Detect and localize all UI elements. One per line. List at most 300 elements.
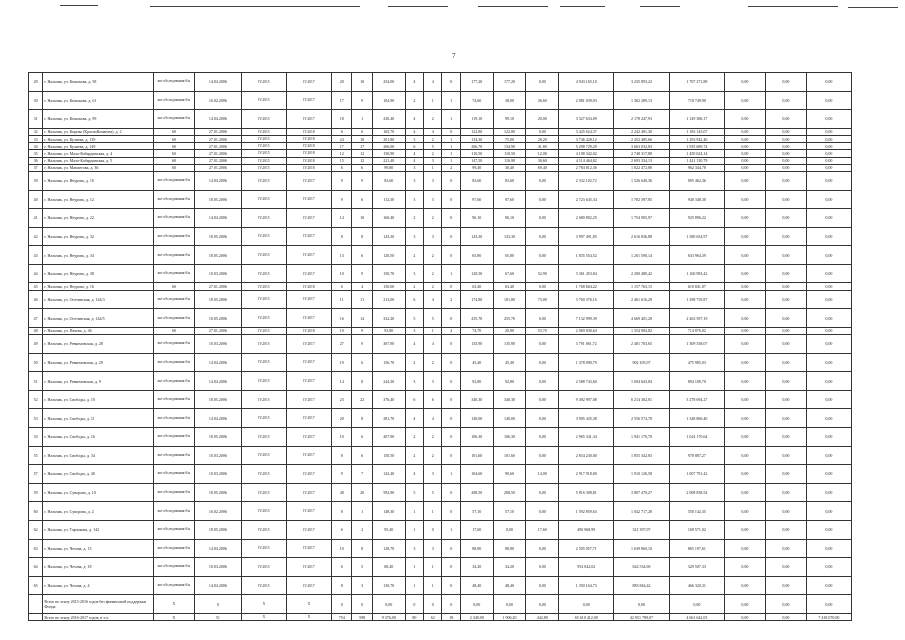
cell-type: 60 xyxy=(153,150,194,157)
cell-p1: 62 xyxy=(424,613,442,620)
cell-addr: г. Нальчик, ул. Мамхегова, д. 36 xyxy=(43,164,154,171)
cell-m1: 2 332 102,72 xyxy=(559,171,614,190)
cell-m2: 2 178 247,93 xyxy=(614,110,669,129)
cell-z2: 0,00 xyxy=(765,483,806,502)
cell-m1: 2 081 039,03 xyxy=(559,91,614,110)
cell-fam: 4 xyxy=(405,128,423,135)
cell-m2: 1 941 170,70 xyxy=(614,428,669,447)
table-row xyxy=(29,209,852,228)
cell-p2: 1 xyxy=(442,110,460,129)
cell-ent: 8 xyxy=(352,539,372,558)
cell-fam: 5 xyxy=(405,483,423,502)
cell-s1: 34,20 xyxy=(460,558,493,577)
cell-s2: 106,30 xyxy=(493,428,526,447)
table-row xyxy=(29,143,852,150)
table-row xyxy=(29,150,852,157)
cell-p1: 2 xyxy=(424,209,442,228)
cell-area: 150,00 xyxy=(372,283,405,290)
cell-q1: IV.2015 xyxy=(241,520,286,539)
cell-m3: 4 661 642,03 xyxy=(669,613,724,620)
cell-z2: 0,00 xyxy=(765,150,806,157)
cell-fl: 13 xyxy=(331,246,351,265)
cell-area: 120,50 xyxy=(372,246,405,265)
cell-date: 18.05.2006 xyxy=(194,428,241,447)
cell-s1: 119,10 xyxy=(460,110,493,129)
cell-area: 207,90 xyxy=(372,428,405,447)
cell-z3: 0,00 xyxy=(806,502,851,521)
cell-m1: 5 298 729,29 xyxy=(559,143,614,150)
cell-z1: 0,00 xyxy=(724,428,765,447)
cell-s2: 67,60 xyxy=(493,264,526,283)
cell-type: акт обследования б/н xyxy=(153,465,194,484)
cell-fl: 8 xyxy=(331,227,351,246)
cell-m3: 1 380 654,97 xyxy=(669,227,724,246)
cell-z3: 0,00 xyxy=(806,428,851,447)
cell-q2: IV.2018 xyxy=(286,135,331,142)
cell-q1: IV.2015 xyxy=(241,110,286,129)
cell-q2: IV.2017 xyxy=(286,409,331,428)
cell-q2: X xyxy=(286,595,331,614)
cell-addr: г. Нальчик, ул. Чехова, д. 13 xyxy=(43,539,154,558)
cell-addr: г. Нальчик, ул. Чехова, д. 18 xyxy=(43,558,154,577)
cell-p1: 3 xyxy=(424,190,442,209)
cell-p2: 0 xyxy=(442,446,460,465)
cell-ent: 8 xyxy=(352,227,372,246)
cell-ent: 1 xyxy=(352,110,372,129)
cell-fl: 14 xyxy=(331,372,351,391)
cell-p2: 0 xyxy=(442,428,460,447)
cell-fl: 0 xyxy=(331,595,351,614)
cell-addr: г. Нальчик, ул. Кирова (КрасноКоммуна), д. 2 xyxy=(43,128,154,135)
cell-s1: 65,80 xyxy=(460,246,493,265)
cell-type: 60 xyxy=(153,143,194,150)
header-rule-1 xyxy=(60,5,98,6)
header-rule-5 xyxy=(560,6,605,7)
cell-p2: 0 xyxy=(442,335,460,354)
cell-date: 16.02.2006 xyxy=(194,91,241,110)
cell-date: 27.01.2006 xyxy=(194,164,241,171)
cell-fam: 3 xyxy=(405,227,423,246)
cell-type: акт обследования б/н xyxy=(153,335,194,354)
cell-ent: 14 xyxy=(352,309,372,328)
cell-q1: IV.2015 xyxy=(241,558,286,577)
cell-s2: 48,40 xyxy=(493,576,526,595)
cell-p2: 0 xyxy=(442,576,460,595)
table-row xyxy=(29,353,852,372)
cell-q1: IV.2015 xyxy=(241,283,286,290)
cell-p2: 0 xyxy=(442,283,460,290)
cell-p1: 6 xyxy=(424,390,442,409)
cell-n: 60 xyxy=(29,502,43,521)
cell-date: 18.05.2006 xyxy=(194,390,241,409)
cell-z3: 0,00 xyxy=(806,327,851,334)
cell-m2: 1 782 397,85 xyxy=(614,190,669,209)
table-row xyxy=(29,576,852,595)
cell-q2: IV.2018 xyxy=(286,327,331,334)
cell-s2: 20,90 xyxy=(493,327,526,334)
cell-q1: IV.2015 xyxy=(241,327,286,334)
cell-z3: 0,00 xyxy=(806,372,851,391)
cell-q1: IV.2015 xyxy=(241,290,286,309)
cell-s3: 14,00 xyxy=(526,465,559,484)
cell-z3: 0,00 xyxy=(806,390,851,409)
cell-fl: 14 xyxy=(331,209,351,228)
cell-z1: 0,00 xyxy=(724,264,765,283)
cell-s2: 116,90 xyxy=(493,157,526,164)
header-rule-3 xyxy=(388,6,448,7)
cell-z2: 0,00 xyxy=(765,290,806,309)
cell-q1: IV.2015 xyxy=(241,465,286,484)
cell-s2: 96,10 xyxy=(493,209,526,228)
cell-s3: 0,00 xyxy=(526,483,559,502)
cell-s2: 57,10 xyxy=(493,502,526,521)
cell-ent: 9 xyxy=(352,264,372,283)
cell-z2: 0,00 xyxy=(765,171,806,190)
cell-m1: 2 680 802,25 xyxy=(559,209,614,228)
cell-date: 10.05.2006 xyxy=(194,309,241,328)
cell-s3: 0,00 xyxy=(526,246,559,265)
cell-s2: 75,00 xyxy=(493,135,526,142)
cell-s1: 57,10 xyxy=(460,502,493,521)
table-row xyxy=(29,290,852,309)
cell-z2: 0,00 xyxy=(765,128,806,135)
cell-date: 14.04.2006 xyxy=(194,409,241,428)
cell-s2: 88,80 xyxy=(493,539,526,558)
table-body xyxy=(29,73,852,621)
cell-fam: 3 xyxy=(405,135,423,142)
cell-n: 46 xyxy=(29,290,43,309)
cell-s3: 0,00 xyxy=(526,409,559,428)
cell-s3: 0,00 xyxy=(526,353,559,372)
cell-addr: г. Нальчик, ул. Свободы, д. 40 xyxy=(43,465,154,484)
table-row xyxy=(29,135,852,142)
cell-fam: 6 xyxy=(405,390,423,409)
cell-z3: 7 418 070,00 xyxy=(806,613,851,620)
cell-m2: 2 461 616,29 xyxy=(614,290,669,309)
cell-z2: 0,00 xyxy=(765,595,806,614)
cell-m2: 1 639 860,10 xyxy=(614,539,669,558)
table-row xyxy=(29,190,852,209)
cell-s1: 174,80 xyxy=(460,290,493,309)
cell-ent: 20 xyxy=(352,483,372,502)
cell-p2: 0 xyxy=(442,73,460,92)
cell-z3: 0,00 xyxy=(806,483,851,502)
cell-n: 37 xyxy=(29,164,43,171)
cell-m2: 3 663 032,83 xyxy=(614,143,669,150)
cell-fl: 11 xyxy=(331,290,351,309)
cell-s1: 134,30 xyxy=(460,135,493,142)
cell-m1: 5 816 308,81 xyxy=(559,483,614,502)
cell-type: акт обследования б/н xyxy=(153,110,194,129)
cell-s3: 0,00 xyxy=(526,190,559,209)
cell-z2: 0,00 xyxy=(765,335,806,354)
table-row xyxy=(29,91,852,110)
cell-z2: 0,00 xyxy=(765,409,806,428)
cell-p1: 1 xyxy=(424,576,442,595)
cell-s3: 30,60 xyxy=(526,157,559,164)
cell-fl: 9 xyxy=(331,171,351,190)
cell-ent: 12 xyxy=(352,150,372,157)
cell-type: акт обследования б/н xyxy=(153,264,194,283)
cell-q2: IV.2017 xyxy=(286,246,331,265)
cell-area: 213,00 xyxy=(372,290,405,309)
cell-z3: 0,00 xyxy=(806,595,851,614)
cell-m3: 1 160 983,42 xyxy=(669,264,724,283)
cell-s1: 45,40 xyxy=(460,353,493,372)
cell-p2: 1 xyxy=(442,135,460,142)
cell-s3: 17,60 xyxy=(526,520,559,539)
cell-q1: IV.2015 xyxy=(241,353,286,372)
cell-fam: 5 xyxy=(405,309,423,328)
cell-z1: 0,00 xyxy=(724,164,765,171)
cell-addr: г. Нальчик, ул. Пачева, д. 46 xyxy=(43,327,154,334)
cell-ent: 2 xyxy=(352,520,372,539)
cell-addr: г. Нальчик, ул. Суворова, д. 10 xyxy=(43,483,154,502)
cell-m2: 0,00 xyxy=(614,595,669,614)
cell-p1: 2 xyxy=(424,150,442,157)
cell-addr: г. Нальчик, ул. Мало-Кабардинская, д. 5 xyxy=(43,157,154,164)
cell-s2: 90,60 xyxy=(493,465,526,484)
cell-m2: 3 235 893,22 xyxy=(614,73,669,92)
cell-n xyxy=(29,613,43,620)
cell-q2: IV.2017 xyxy=(286,465,331,484)
table-row xyxy=(29,465,852,484)
cell-area: 266,00 xyxy=(372,143,405,150)
cell-m2: 3 807 470,27 xyxy=(614,483,669,502)
cell-p2: 0 xyxy=(442,483,460,502)
cell-type: акт обследования б/н xyxy=(153,539,194,558)
cell-area: 112,30 xyxy=(372,190,405,209)
table-row xyxy=(29,164,852,171)
cell-z1: 0,00 xyxy=(724,283,765,290)
cell-fl: 18 xyxy=(331,110,351,129)
cell-p2: 0 xyxy=(442,595,460,614)
cell-ent: 6 xyxy=(352,353,372,372)
cell-z1: 0,00 xyxy=(724,110,765,129)
cell-z3: 0,00 xyxy=(806,409,851,428)
cell-addr: г. Нальчик, ул. Кешокова, д. 58 xyxy=(43,73,154,92)
table-row xyxy=(29,446,852,465)
cell-p2: 0 xyxy=(442,409,460,428)
cell-m3: 714 876,02 xyxy=(669,327,724,334)
resettlement-table xyxy=(28,72,852,621)
cell-m2: 42 951 789,07 xyxy=(614,613,669,620)
cell-fam: 3 xyxy=(405,372,423,391)
cell-z2: 0,00 xyxy=(765,190,806,209)
cell-m2: 1 526 640,36 xyxy=(614,171,669,190)
cell-p2: 2 xyxy=(442,327,460,334)
cell-q1: IV.2015 xyxy=(241,483,286,502)
cell-s3: 28,20 xyxy=(526,135,559,142)
cell-m3: 1 293 942,46 xyxy=(669,135,724,142)
cell-addr: г. Нальчик, ул. Неурова, д. 10 xyxy=(43,171,154,190)
cell-z3: 0,00 xyxy=(806,227,851,246)
cell-s2: 97,60 xyxy=(493,190,526,209)
cell-z2: 0,00 xyxy=(765,520,806,539)
cell-ent: 6 xyxy=(352,190,372,209)
cell-m3: 2 463 597,19 xyxy=(669,309,724,328)
cell-fam: 4 xyxy=(405,73,423,92)
cell-m3: 962 344,78 xyxy=(669,164,724,171)
cell-z3: 0,00 xyxy=(806,520,851,539)
cell-p1: 5 xyxy=(424,143,442,150)
cell-z3: 0,00 xyxy=(806,135,851,142)
cell-fam: 1 xyxy=(405,576,423,595)
cell-date: 14.04.2006 xyxy=(194,73,241,92)
cell-s1: 340,30 xyxy=(460,390,493,409)
cell-n: 57 xyxy=(29,465,43,484)
cell-m3: 2 008 838,54 xyxy=(669,483,724,502)
cell-s3: 0,00 xyxy=(526,595,559,614)
cell-q2: IV.2017 xyxy=(286,190,331,209)
cell-n: 63 xyxy=(29,539,43,558)
table-row xyxy=(29,409,852,428)
cell-area: 244,30 xyxy=(372,372,405,391)
cell-p1: 1 xyxy=(424,327,442,334)
cell-s3: 73,00 xyxy=(526,290,559,309)
cell-p1: 4 xyxy=(424,73,442,92)
cell-z3: 0,00 xyxy=(806,190,851,209)
cell-q1: IV.2015 xyxy=(241,171,286,190)
cell-s2: 208,50 xyxy=(493,483,526,502)
cell-fam: 6 xyxy=(405,290,423,309)
cell-p2: 0 xyxy=(442,171,460,190)
cell-q1: IV.2015 xyxy=(241,227,286,246)
cell-s2: 101,60 xyxy=(493,446,526,465)
cell-p2: 0 xyxy=(442,353,460,372)
cell-z1: 0,00 xyxy=(724,171,765,190)
cell-z3: 0,00 xyxy=(806,110,851,129)
cell-z1: 0,00 xyxy=(724,290,765,309)
header-rule-8 xyxy=(848,7,898,8)
cell-area: 150,50 xyxy=(372,446,405,465)
cell-s3: 0,00 xyxy=(526,390,559,409)
cell-s1: 96,10 xyxy=(460,209,493,228)
cell-m3: 1 421 130,79 xyxy=(669,157,724,164)
header-rule-6 xyxy=(640,6,680,7)
cell-area: 68,40 xyxy=(372,558,405,577)
cell-ent: 598 xyxy=(352,613,372,620)
cell-m2: 1 201 590,14 xyxy=(614,246,669,265)
cell-p1: 2 xyxy=(424,428,442,447)
cell-q1: IV.2015 xyxy=(241,143,286,150)
cell-z2: 0,00 xyxy=(765,246,806,265)
cell-addr: г. Нальчик, ул. Ревкомовская, д. 9 xyxy=(43,372,154,391)
cell-area: 104,90 xyxy=(372,91,405,110)
cell-z3: 0,00 xyxy=(806,558,851,577)
cell-m2: 2 693 334,13 xyxy=(614,157,669,164)
cell-s1: 135,90 xyxy=(460,335,493,354)
table-row xyxy=(29,309,852,328)
cell-type: акт обследования б/н xyxy=(153,428,194,447)
cell-q1: IV.2015 xyxy=(241,390,286,409)
cell-date: 51 xyxy=(194,613,241,620)
cell-q2: IV.2017 xyxy=(286,428,331,447)
cell-m1: 4 114 464,82 xyxy=(559,157,614,164)
cell-ent: 10 xyxy=(352,73,372,92)
cell-s2: 110,50 xyxy=(493,150,526,157)
cell-type: акт обследования б/н xyxy=(153,227,194,246)
cell-addr: Всего по этапу 2015-2016 годов без финансовой поддержки Фонда xyxy=(43,595,154,614)
cell-addr: г. Нальчик, ул. Кулиева, д. 139 xyxy=(43,135,154,142)
cell-addr: г. Нальчик, ул. Неурова, д. 34 xyxy=(43,246,154,265)
cell-fl: 754 xyxy=(331,613,351,620)
cell-z3: 0,00 xyxy=(806,283,851,290)
cell-date: 14.04.2006 xyxy=(194,171,241,190)
cell-area: 165,70 xyxy=(372,128,405,135)
cell-n: 55 xyxy=(29,446,43,465)
cell-addr: г. Нальчик, ул. Кешокова, д. 61 xyxy=(43,91,154,110)
cell-m2: 2 242 481,30 xyxy=(614,128,669,135)
cell-q1: IV.2015 xyxy=(241,209,286,228)
cell-m2: 2 200 480,42 xyxy=(614,264,669,283)
cell-s3: 0,00 xyxy=(526,558,559,577)
cell-q1: X xyxy=(241,595,286,614)
cell-z2: 0,00 xyxy=(765,576,806,595)
cell-addr: г. Нальчик, ул. Осетинская, д. 144/3 xyxy=(43,290,154,309)
cell-p2: 0 xyxy=(442,390,460,409)
cell-area: 128,70 xyxy=(372,539,405,558)
cell-type: акт обследования б/н xyxy=(153,190,194,209)
cell-m1: 490 968,99 xyxy=(559,520,614,539)
cell-z3: 0,00 xyxy=(806,73,851,92)
cell-s1: 143,30 xyxy=(460,227,493,246)
cell-date: 27.01.2006 xyxy=(194,135,241,142)
cell-z2: 0,00 xyxy=(765,446,806,465)
cell-z2: 0,00 xyxy=(765,613,806,620)
cell-z2: 0,00 xyxy=(765,264,806,283)
cell-s3: 0,00 xyxy=(526,428,559,447)
cell-s3: 0,00 xyxy=(526,227,559,246)
cell-m3: 1 149 386,17 xyxy=(669,110,724,129)
cell-area: 9 376,00 xyxy=(372,613,405,620)
cell-m3: 1 007 791,42 xyxy=(669,465,724,484)
cell-date: 10.03.2006 xyxy=(194,446,241,465)
cell-m1: 3 905 435,38 xyxy=(559,409,614,428)
cell-p1: 3 xyxy=(424,171,442,190)
cell-p1: 3 xyxy=(424,539,442,558)
cell-m2: 4 669 401,20 xyxy=(614,309,669,328)
cell-s2: 92,80 xyxy=(493,372,526,391)
cell-n: 59 xyxy=(29,483,43,502)
cell-z1: 0,00 xyxy=(724,128,765,135)
cell-fam: 2 xyxy=(405,246,423,265)
cell-fl: 10 xyxy=(331,327,351,334)
cell-q2: IV.2017 xyxy=(286,520,331,539)
cell-addr: г. Нальчик, ул. Мало-Кабардинская, д. 4 xyxy=(43,150,154,157)
table-row xyxy=(29,372,852,391)
cell-ent: 9 xyxy=(352,327,372,334)
cell-s3: 442,80 xyxy=(526,613,559,620)
cell-z3: 0,00 xyxy=(806,171,851,190)
cell-m1: 2 917 918,00 xyxy=(559,465,614,484)
cell-date: 14.04.2006 xyxy=(194,209,241,228)
cell-addr: г. Нальчик, ул. Неурова, д. 12 xyxy=(43,190,154,209)
cell-area: 281,70 xyxy=(372,409,405,428)
cell-fl: 6 xyxy=(331,558,351,577)
cell-area: 93,80 xyxy=(372,327,405,334)
cell-addr: г. Нальчик, ул. Кешокова, д. 99 xyxy=(43,110,154,129)
cell-ent: 6 xyxy=(352,428,372,447)
cell-z1: 0,00 xyxy=(724,150,765,157)
cell-m1: 3 361 453,84 xyxy=(559,264,614,283)
cell-type: 60 xyxy=(153,128,194,135)
cell-s3: 36,60 xyxy=(526,91,559,110)
cell-s1: 140,00 xyxy=(460,409,493,428)
cell-s1: 110,50 xyxy=(460,150,493,157)
cell-q1: IV.2015 xyxy=(241,372,286,391)
cell-p1: 3 xyxy=(424,465,442,484)
